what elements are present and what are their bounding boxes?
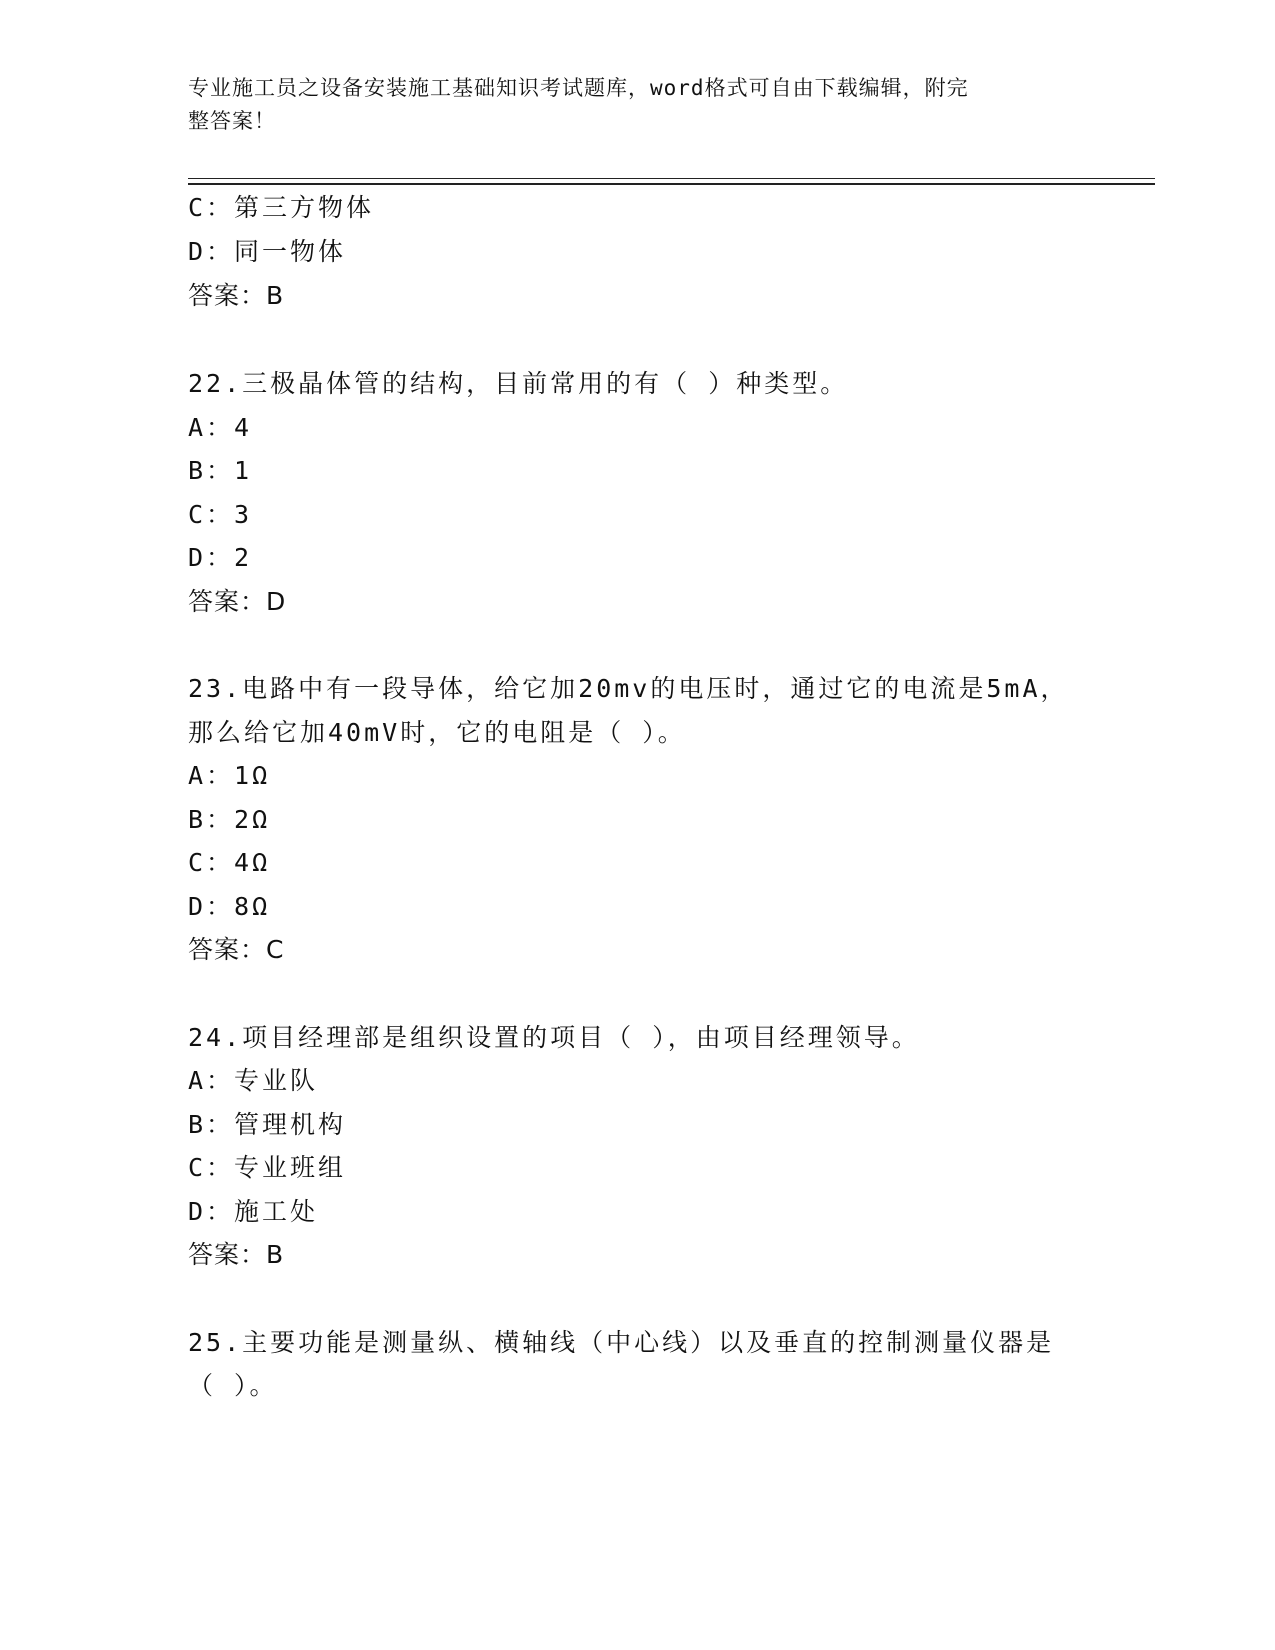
q22-option-a: A：4 bbox=[188, 413, 253, 442]
q24-option-c: C：专业班组 bbox=[188, 1153, 347, 1182]
q23-question-line-2: 那么给它加40mV时，它的电阻是（ ）。 bbox=[188, 718, 686, 747]
header-rule-thin bbox=[188, 178, 1155, 179]
q25-question-line-2: （ ）。 bbox=[188, 1371, 278, 1400]
q22-option-b: B：1 bbox=[188, 456, 253, 485]
q24-question: 24.项目经理部是组织设置的项目（ ），由项目经理领导。 bbox=[188, 1023, 920, 1052]
document-header bbox=[188, 72, 1068, 138]
header-line-2: 整答案！ bbox=[188, 109, 276, 133]
q24-answer: 答案：B bbox=[188, 1240, 285, 1269]
q22-answer: 答案：D bbox=[188, 587, 287, 616]
q24-option-b: B：管理机构 bbox=[188, 1110, 347, 1139]
q21-option-c: C：第三方物体 bbox=[188, 193, 375, 222]
q23-question-line-1: 23.电路中有一段导体，给它加20mv的电压时，通过它的电流是5mA， bbox=[188, 674, 1069, 703]
header-rule-thick bbox=[188, 183, 1155, 185]
q23-option-c: C：4Ω bbox=[188, 848, 271, 877]
q22-option-d: D：2 bbox=[188, 543, 253, 572]
q25-question-line-1: 25.主要功能是测量纵、横轴线（中心线）以及垂直的控制测量仪器是 bbox=[188, 1328, 1055, 1357]
q24-option-d: D：施工处 bbox=[188, 1197, 319, 1226]
q21-option-d: D：同一物体 bbox=[188, 237, 347, 266]
q22-option-c: C：3 bbox=[188, 500, 253, 529]
q23-option-d: D：8Ω bbox=[188, 892, 271, 921]
q22-question: 22.三极晶体管的结构，目前常用的有（ ）种类型。 bbox=[188, 369, 849, 398]
q23-option-a: A：1Ω bbox=[188, 761, 271, 790]
q23-answer: 答案：C bbox=[188, 935, 285, 964]
header-line-1: 专业施工员之设备安装施工基础知识考试题库，word格式可自由下载编辑，附完 bbox=[188, 76, 969, 100]
q21-answer: 答案：B bbox=[188, 281, 285, 310]
q24-option-a: A：专业队 bbox=[188, 1066, 319, 1095]
q23-option-b: B：2Ω bbox=[188, 805, 271, 834]
